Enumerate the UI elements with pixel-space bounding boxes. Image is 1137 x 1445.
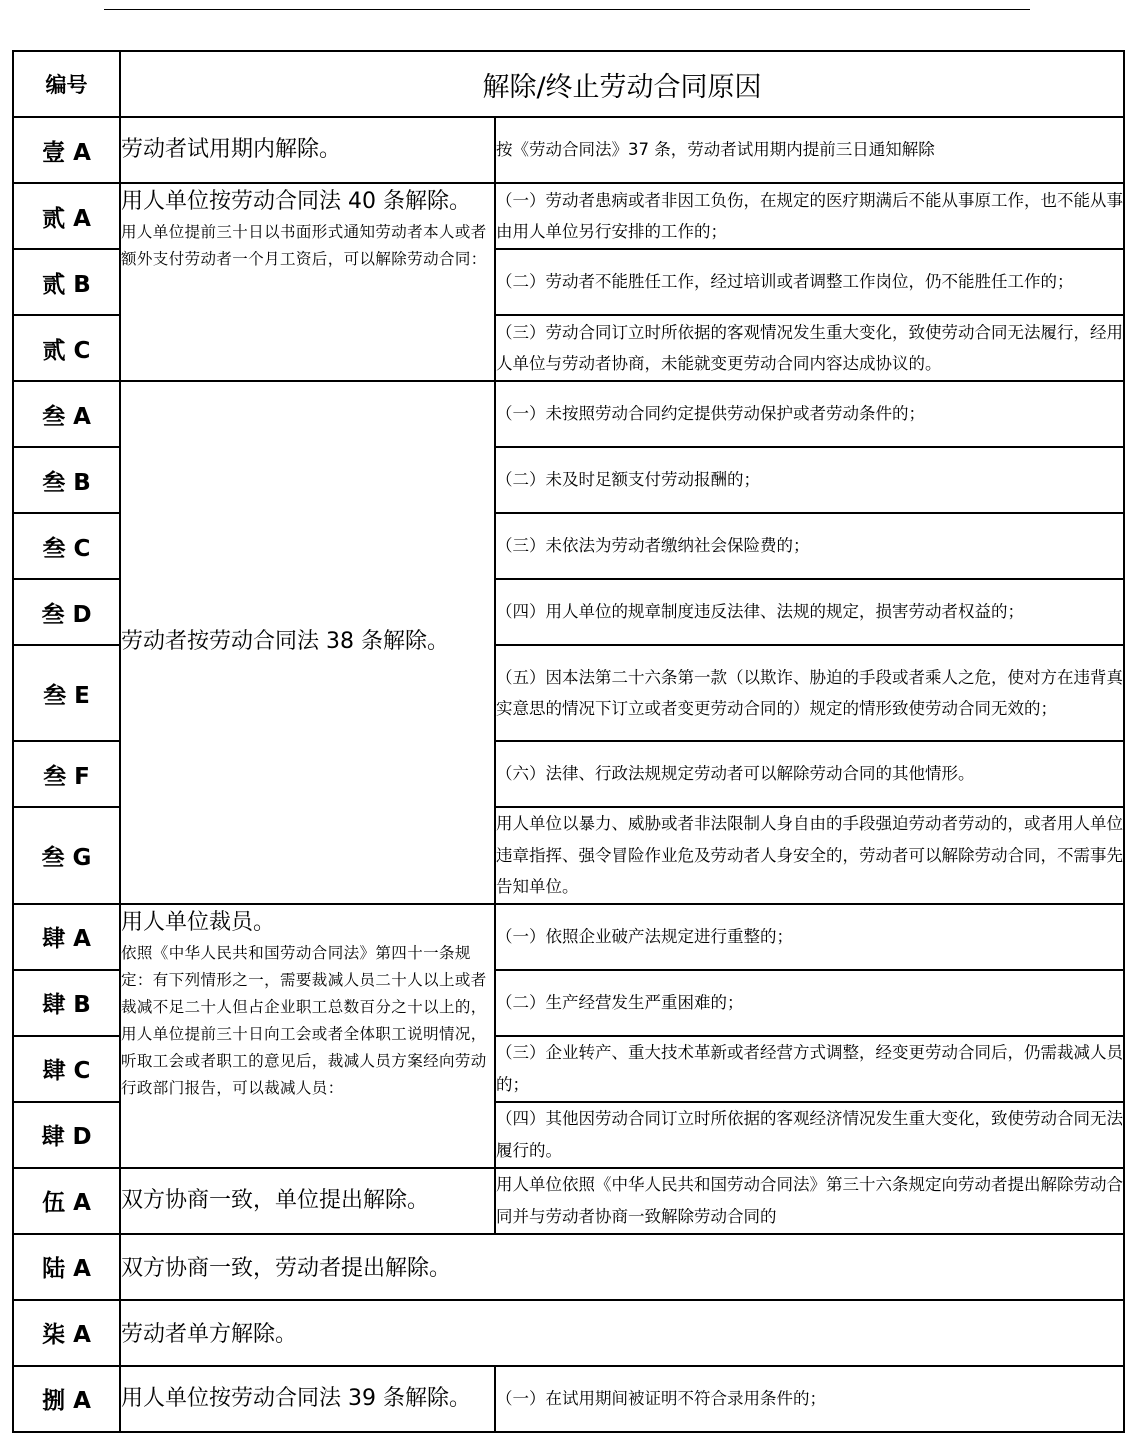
- reason-main: 用人单位按劳动合同法 39 条解除。: [121, 1385, 471, 1411]
- header-code: 编号: [13, 51, 120, 117]
- table-row: [13, 381, 1124, 447]
- reason-main-cell: [120, 904, 495, 1168]
- reason-note: 用人单位提前三十日以书面形式通知劳动者本人或者额外支付劳动者一个月工资后，可以解除劳动合同：: [121, 223, 487, 268]
- row-code: 壹 A: [13, 117, 120, 183]
- reason-detail: 用人单位以暴力、威胁或者非法限制人身自由的手段强迫劳动者劳动的，或者用人单位违章指挥、强令冒险作业危及劳动者人身安全的，劳动者可以解除劳动合同，不需事先告知单位。: [495, 807, 1124, 904]
- reason-main: 双方协商一致，劳动者提出解除。: [120, 1234, 1124, 1300]
- reason-detail: （三）劳动合同订立时所依据的客观情况发生重大变化，致使劳动合同无法履行，经用人单位与劳动者协商，未能就变更劳动合同内容达成协议的。: [495, 315, 1124, 381]
- reason-detail: （一）在试用期间被证明不符合录用条件的；: [495, 1366, 1124, 1432]
- reason-main-cell: [120, 1366, 495, 1432]
- reason-note: 依照《中华人民共和国劳动合同法》第四十一条规定：有下列情形之一，需要裁减人员二十人以上或者裁减不足二十人但占企业职工总数百分之十以上的，用人单位提前三十日向工会或者全体职工说明情况，听取工会或者职工的意见后，裁减人员方案经向劳动行政部门报告，可以裁减人员：: [121, 943, 487, 1097]
- reason-main-cell: [120, 381, 495, 904]
- table-row: [13, 1234, 1124, 1300]
- reason-detail: （一）未按照劳动合同约定提供劳动保护或者劳动条件的；: [495, 381, 1124, 447]
- reason-main-cell: [120, 117, 495, 183]
- termination-reasons-table: [12, 50, 1125, 1433]
- header-reason: 解除/终止劳动合同原因: [120, 51, 1124, 117]
- top-rule: [104, 9, 1030, 10]
- row-code: 贰 B: [13, 249, 120, 315]
- row-code: 叁 B: [13, 447, 120, 513]
- row-code: 贰 C: [13, 315, 120, 381]
- reason-main: 用人单位裁员。: [121, 909, 276, 935]
- row-code: 肆 B: [13, 970, 120, 1036]
- row-code: 肆 C: [13, 1036, 120, 1102]
- row-code: 叁 A: [13, 381, 120, 447]
- table-row: [13, 1168, 1124, 1234]
- reason-main: 劳动者按劳动合同法 38 条解除。: [121, 629, 449, 655]
- reason-main: 劳动者试用期内解除。: [121, 137, 342, 162]
- reason-main: 用人单位按劳动合同法 40 条解除。: [121, 189, 471, 214]
- row-code: 肆 A: [13, 904, 120, 970]
- table-row: [13, 1366, 1124, 1432]
- reason-detail: （四）用人单位的规章制度违反法律、法规的规定，损害劳动者权益的；: [495, 579, 1124, 645]
- table-row: [13, 1300, 1124, 1366]
- reason-detail: （五）因本法第二十六条第一款（以欺诈、胁迫的手段或者乘人之危，使对方在违背真实意思的情况下订立或者变更劳动合同的）规定的情形致使劳动合同无效的；: [495, 645, 1124, 741]
- row-code: 肆 D: [13, 1102, 120, 1168]
- reason-detail: （二）劳动者不能胜任工作，经过培训或者调整工作岗位，仍不能胜任工作的；: [495, 249, 1124, 315]
- reason-main: 双方协商一致，单位提出解除。: [121, 1187, 430, 1213]
- row-code: 叁 F: [13, 741, 120, 807]
- table-row: [13, 183, 1124, 249]
- reason-detail: （三）企业转产、重大技术革新或者经营方式调整，经变更劳动合同后，仍需裁减人员的；: [495, 1036, 1124, 1102]
- row-code: 捌 A: [13, 1366, 120, 1432]
- table-header-row: [13, 51, 1124, 117]
- row-code: 伍 A: [13, 1168, 120, 1234]
- row-code: 叁 E: [13, 645, 120, 741]
- reason-detail: （二）未及时足额支付劳动报酬的；: [495, 447, 1124, 513]
- row-code: 柒 A: [13, 1300, 120, 1366]
- row-code: 叁 D: [13, 579, 120, 645]
- reason-detail: （六）法律、行政法规规定劳动者可以解除劳动合同的其他情形。: [495, 741, 1124, 807]
- table-row: [13, 117, 1124, 183]
- row-code: 贰 A: [13, 183, 120, 249]
- reason-main-cell: [120, 1168, 495, 1234]
- reason-main-cell: [120, 183, 495, 381]
- reason-main: 劳动者单方解除。: [120, 1300, 1124, 1366]
- reason-detail: （一）依照企业破产法规定进行重整的；: [495, 904, 1124, 970]
- reason-detail: 按《劳动合同法》37 条，劳动者试用期内提前三日通知解除: [495, 117, 1124, 183]
- reason-detail: （二）生产经营发生严重困难的；: [495, 970, 1124, 1036]
- reason-detail: （一）劳动者患病或者非因工负伤，在规定的医疗期满后不能从事原工作，也不能从事由用人单位另行安排的工作的；: [495, 183, 1124, 249]
- row-code: 陆 A: [13, 1234, 120, 1300]
- row-code: 叁 C: [13, 513, 120, 579]
- reason-detail: （三）未依法为劳动者缴纳社会保险费的；: [495, 513, 1124, 579]
- reason-detail: 用人单位依照《中华人民共和国劳动合同法》第三十六条规定向劳动者提出解除劳动合同并与劳动者协商一致解除劳动合同的: [495, 1168, 1124, 1234]
- table-row: [13, 904, 1124, 970]
- reason-detail: （四）其他因劳动合同订立时所依据的客观经济情况发生重大变化，致使劳动合同无法履行的。: [495, 1102, 1124, 1168]
- row-code: 叁 G: [13, 807, 120, 904]
